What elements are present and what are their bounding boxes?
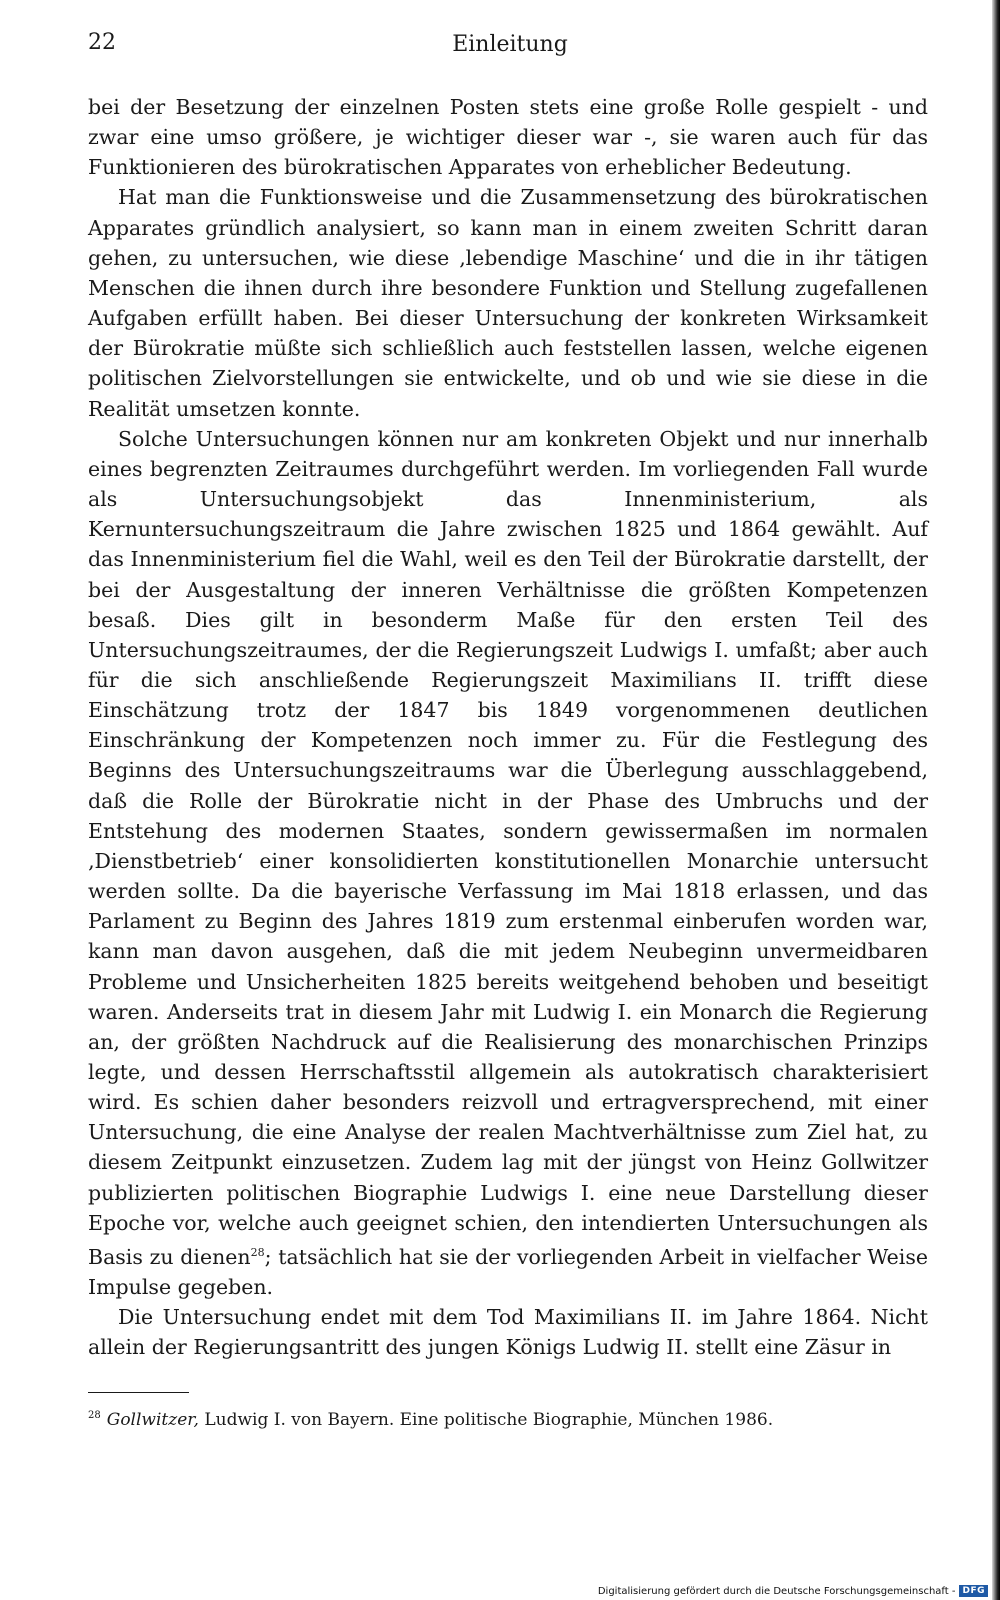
footnote-reference[interactable]: 28 — [250, 1245, 265, 1259]
page-number: 22 — [88, 30, 116, 55]
body-text — [88, 92, 928, 1362]
paragraph-3-text-end: ; tatsächlich hat sie der vorliegenden Arbeit in vielfacher Weise Impulse gegeben. — [88, 1244, 928, 1299]
paragraph-3 — [88, 424, 928, 1302]
credit-text: Digitalisierung gefördert durch die Deutsche Forschungsgemeinschaft - — [597, 1585, 956, 1597]
footnote-text: Ludwig I. von Bayern. Eine politische Biographie, München 1986. — [198, 1410, 774, 1430]
running-head: Einleitung — [452, 32, 568, 57]
footnote-number: 28 — [88, 1410, 101, 1421]
dfg-logo: DFG — [959, 1585, 988, 1597]
paragraph-3-text: Solche Untersuchungen können nur am konkreten Objekt und nur innerhalb eines begrenzten Zeitraumes durchgeführt werden. Im vorliegenden Fall wurde als Untersuchungsobjekt das Innenministerium, als Kernuntersuchungszeitraum die Jahre zwischen 1825 und 1864 gewählt. Auf das Innenministerium fiel die Wahl, weil es den Teil der Bürokratie darstellt, der bei der Ausgestaltung der inneren Verhältnisse die größten Kompetenzen besaß. Dies gilt in besonderm Maße für den ersten Teil des Untersuchungszeitraumes, der die Regierungszeit Ludwigs I. umfaßt; aber auch für die sich anschließende Regierungszeit Maximilians II. trifft diese Einschätzung trotz der 1847 bis 1849 vorgenommenen deutlichen Einschränkung der Kompetenzen noch immer zu. Für die Festlegung des Beginns des Untersuchungszeitraums war die Überlegung ausschlaggebend, daß die Rolle der Bürokratie nicht in der Phase des Umbruchs und der Entstehung des modernen Staates, sondern gewissermaßen im normalen ‚Dienstbetrieb‘ einer konsolidierten konstitutionellen Monarchie untersucht werden sollte. Da die bayerische Verfassung im Mai 1818 erlassen, und das Parlament zu Beginn des Jahres 1819 zum erstenmal einberufen worden war, kann man davon ausgehen, daß die mit jedem Neubeginn unvermeidbaren Probleme und Unsicherheiten 1825 bereits weitgehend behoben und beseitigt waren. Anderseits trat in diesem Jahr mit Ludwig I. ein Monarch die Regierung an, der größten Nachdruck auf die Realisierung des monarchischen Prinzips legte, und dessen Herrschaftsstil allgemein als autokratisch charakterisiert wird. Es schien daher besonders reizvoll und ertragversprechend, mit einer Untersuchung, die eine Analyse der realen Machtverhältnisse zum Ziel hat, zu diesem Zeitpunkt einzusetzen. Zudem lag mit der jüngst von Heinz Gollwitzer publizierten politischen Biographie Ludwigs I. eine neue Darstellung dieser Epoche vor, welche auch geeignet schien, den intendierten Untersuchungen als Basis zu dienen — [88, 426, 928, 1269]
paragraph-4: Die Untersuchung endet mit dem Tod Maximilians II. im Jahre 1864. Nicht allein der Regierungsantritt des jungen Königs Ludwig II. stellt eine Zäsur in — [88, 1305, 928, 1360]
paragraph-2: Hat man die Funktionsweise und die Zusammensetzung des bürokratischen Apparates gründlich analysiert, so kann man in einem zweiten Schritt daran gehen, zu untersuchen, wie diese ‚lebendige Maschine‘ und die in ihr tätigen Menschen die ihnen durch ihre besondere Funktion und Stellung zugefallenen Aufgaben erfüllt haben. Bei dieser Untersuchung der konkreten Wirksamkeit der Bürokratie müßte sich schließlich auch feststellen lassen, welche eigenen politischen Zielvorstellungen sie entwickelte, und ob und wie sie diese in die Realität umsetzen konnte. — [88, 185, 928, 421]
footnote-author: Gollwitzer, — [106, 1410, 199, 1430]
paragraph-1: bei der Besetzung der einzelnen Posten stets eine große Rolle gespielt - und zwar eine umso größere, je wichtiger dieser war -, sie waren auch für das Funktionieren des bürokratischen Apparates von erheblicher Bedeutung. — [88, 95, 928, 180]
footnote — [88, 1410, 928, 1430]
page-edge-shadow — [992, 0, 1000, 1600]
footnote-divider — [88, 1392, 189, 1393]
digitization-credit — [598, 1585, 988, 1597]
